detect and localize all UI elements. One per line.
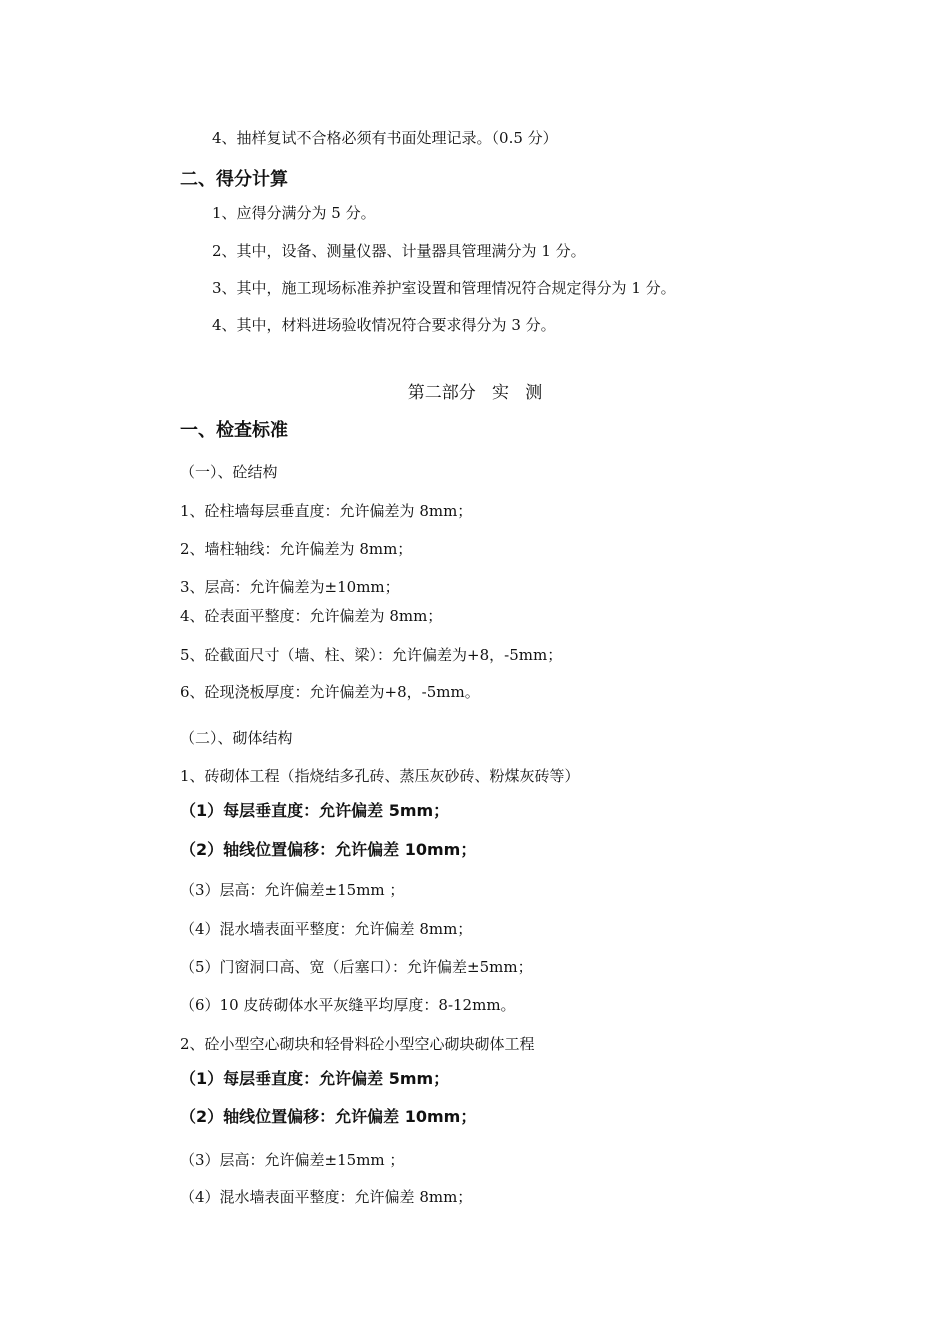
brick-item-2: （2）轴线位置偏移：允许偏差 10mm； xyxy=(180,840,477,859)
block-item-2: （2）轴线位置偏移：允许偏差 10mm； xyxy=(180,1107,477,1126)
brick-item-3: （3）层高：允许偏差±15mm ； xyxy=(180,881,405,899)
score-item-3: 3、其中，施工现场标准养护室设置和管理情况符合规定得分为 1 分。 xyxy=(212,279,676,297)
block-masonry-title: 2、砼小型空心砌块和轻骨料砼小型空心砌块砌体工程 xyxy=(180,1035,535,1053)
brick-item-1: （1）每层垂直度：允许偏差 5mm； xyxy=(180,801,450,820)
block-item-3: （3）层高：允许偏差±15mm ； xyxy=(180,1151,405,1169)
concrete-item-6: 6、砼现浇板厚度：允许偏差为+8，-5mm。 xyxy=(180,683,480,701)
brick-item-4: （4）混水墙表面平整度：允许偏差 8mm； xyxy=(180,920,473,938)
brick-item-6: （6）10 皮砖砌体水平灰缝平均厚度：8-12mm。 xyxy=(180,996,516,1014)
concrete-subheading: （一）、砼结构 xyxy=(180,463,278,481)
score-item-1: 1、应得分满分为 5 分。 xyxy=(212,204,376,222)
masonry-subheading: （二）、砌体结构 xyxy=(180,729,293,747)
score-item-4: 4、其中，材料进场验收情况符合要求得分为 3 分。 xyxy=(212,316,556,334)
concrete-item-4: 4、砼表面平整度：允许偏差为 8mm； xyxy=(180,607,443,625)
score-item-2: 2、其中，设备、测量仪器、计量器具管理满分为 1 分。 xyxy=(212,242,586,260)
concrete-item-1: 1、砼柱墙每层垂直度：允许偏差为 8mm； xyxy=(180,502,473,520)
brick-masonry-title: 1、砖砌体工程（指烧结多孔砖、蒸压灰砂砖、粉煤灰砖等） xyxy=(180,767,580,785)
block-item-1: （1）每层垂直度：允许偏差 5mm； xyxy=(180,1069,450,1088)
inspection-standard-heading: 一、检查标准 xyxy=(180,420,288,441)
concrete-item-3: 3、层高：允许偏差为±10mm； xyxy=(180,578,400,596)
material-item-4: 4、抽样复试不合格必须有书面处理记录。（0.5 分） xyxy=(212,129,558,147)
concrete-item-5: 5、砼截面尺寸（墙、柱、梁）：允许偏差为+8，-5mm； xyxy=(180,646,563,664)
brick-item-5: （5）门窗洞口高、宽（后塞口）：允许偏差±5mm； xyxy=(180,958,533,976)
score-section-heading: 二、得分计算 xyxy=(180,169,288,190)
part-two-title: 第二部分 实 测 xyxy=(407,383,543,403)
concrete-item-2: 2、墙柱轴线：允许偏差为 8mm； xyxy=(180,540,413,558)
block-item-4: （4）混水墙表面平整度：允许偏差 8mm； xyxy=(180,1188,473,1206)
